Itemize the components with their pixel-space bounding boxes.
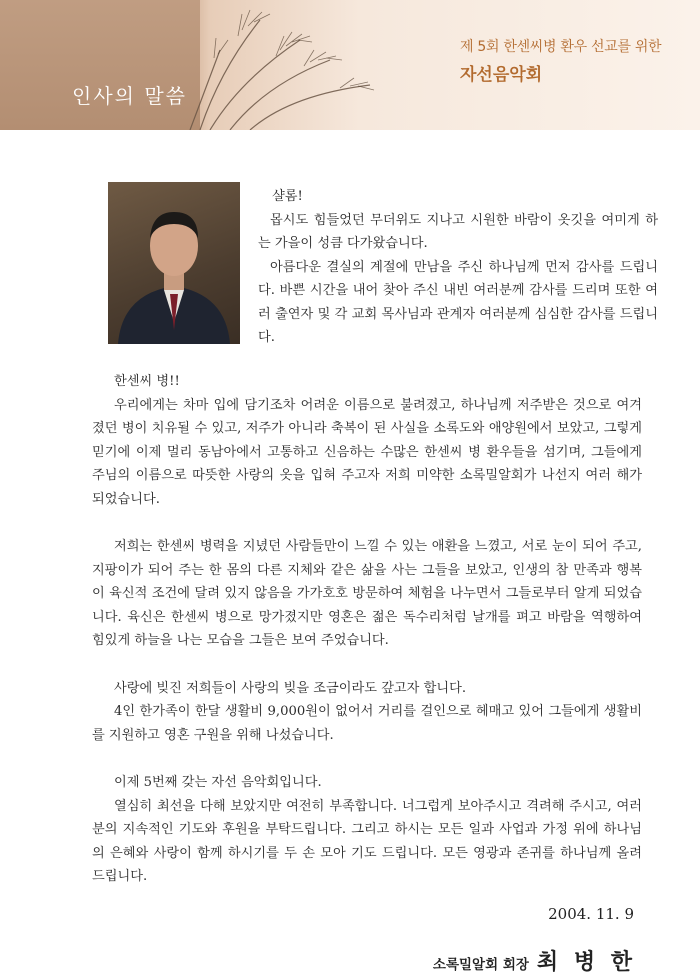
reeds-illustration (180, 0, 440, 130)
body-paragraph-4b: 열심히 최선을 다해 보았지만 여전히 부족합니다. 너그럽게 보아주시고 격려해 주시고, 여러분의 지속적인 기도와 후원을 부탁드립니다. 그리고 하시는 모든 일과 사업과 가정 위에 하나님의 은혜와 사랑이 함께 하시기를 두 손 모아 기도 드립니다. 모든 영광과 존귀를 하나님께 올려 드립니다. (92, 798, 642, 884)
letter-date: 2004. 11. 9 (548, 905, 634, 923)
body-paragraph-3a: 사랑에 빚진 저희들이 사랑의 빚을 조금이라도 갚고자 합니다. (114, 680, 467, 696)
portrait-photo (108, 182, 240, 344)
body-heading: 한센씨 병!! (114, 374, 180, 389)
intro-section (258, 185, 658, 350)
body-paragraph-3b: 4인 한가족이 한달 생활비 9,000원이 없어서 거리를 걸인으로 헤매고 있어 그들에게 생활비를 지원하고 영혼 구원을 위해 나섰습니다. (92, 704, 642, 743)
portrait-figure (108, 182, 240, 344)
concert-title: 자선음악회 (460, 65, 543, 85)
banner-title-panel (0, 0, 200, 130)
body-paragraph-2: 저희는 한센씨 병력을 지녔던 사람들만이 느낄 수 있는 애환을 느꼈고, 서로 눈이 되어 주고, 지팡이가 되어 주는 한 몸의 다른 지체와 같은 삶을 사는 그들을 보았고, 인생의 참 만족과 행복이 육신적 조건에 달려 있지 않음을 가가호호 방문하여 체험을 나누면서 그들로부터 알게 되었습니다. 육신은 한센씨 병으로 망가졌지만 영혼은 젊은 독수리처럼 날개를 펴고 바람을 역행하여 힘있게 하늘을 나는 모습을 그들은 보여 주었습니다. (92, 539, 642, 648)
intro-paragraph-2: 아름다운 결실의 계절에 만남을 주신 하나님께 먼저 감사를 드립니다. 바쁜 시간을 내어 찾아 주신 내빈 여러분께 감사를 드리며 또한 여러 출연자 및 각 교회 목사님과 관계자 여러분께 심심한 감사를 드립니다. (258, 259, 658, 345)
concert-subtitle: 제 5회 한센씨병 환우 선교를 위한 (460, 39, 662, 55)
body-paragraph-4a: 이제 5번째 갖는 자선 음악회입니다. (114, 775, 322, 790)
header-banner (0, 0, 700, 130)
signature-name: 최 병 한 (536, 950, 636, 975)
signature (433, 945, 636, 976)
signature-organization: 소록밀알회 회장 (432, 957, 529, 973)
letter-body (92, 370, 642, 889)
intro-greeting: 샬롬! (272, 189, 303, 204)
intro-paragraph-1: 몹시도 힘들었던 무더위도 지나고 시원한 바람이 옷깃을 여미게 하는 가을이 성큼 다가왔습니다. (258, 212, 658, 251)
body-paragraph-1: 우리에게는 차마 입에 담기조차 어려운 이름으로 불려졌고, 하나님께 저주받은 것으로 여겨졌던 병이 치유될 수 있고, 저주가 아니라 축복이 된 사실을 소록도와 애양원에서 보았고, 그렇게 믿기에 이제 멀리 동남아에서 고통하고 신음하는 수많은 한센씨 병 환우들을 섬기며, 그들에게 주님의 이름으로 따뜻한 사랑의 옷을 입혀 주고자 저희 미약한 소록밀알회가 나선지 여러 해가 되었습니다. (92, 397, 642, 507)
greeting-title: 인사의 말씀 (72, 84, 187, 108)
